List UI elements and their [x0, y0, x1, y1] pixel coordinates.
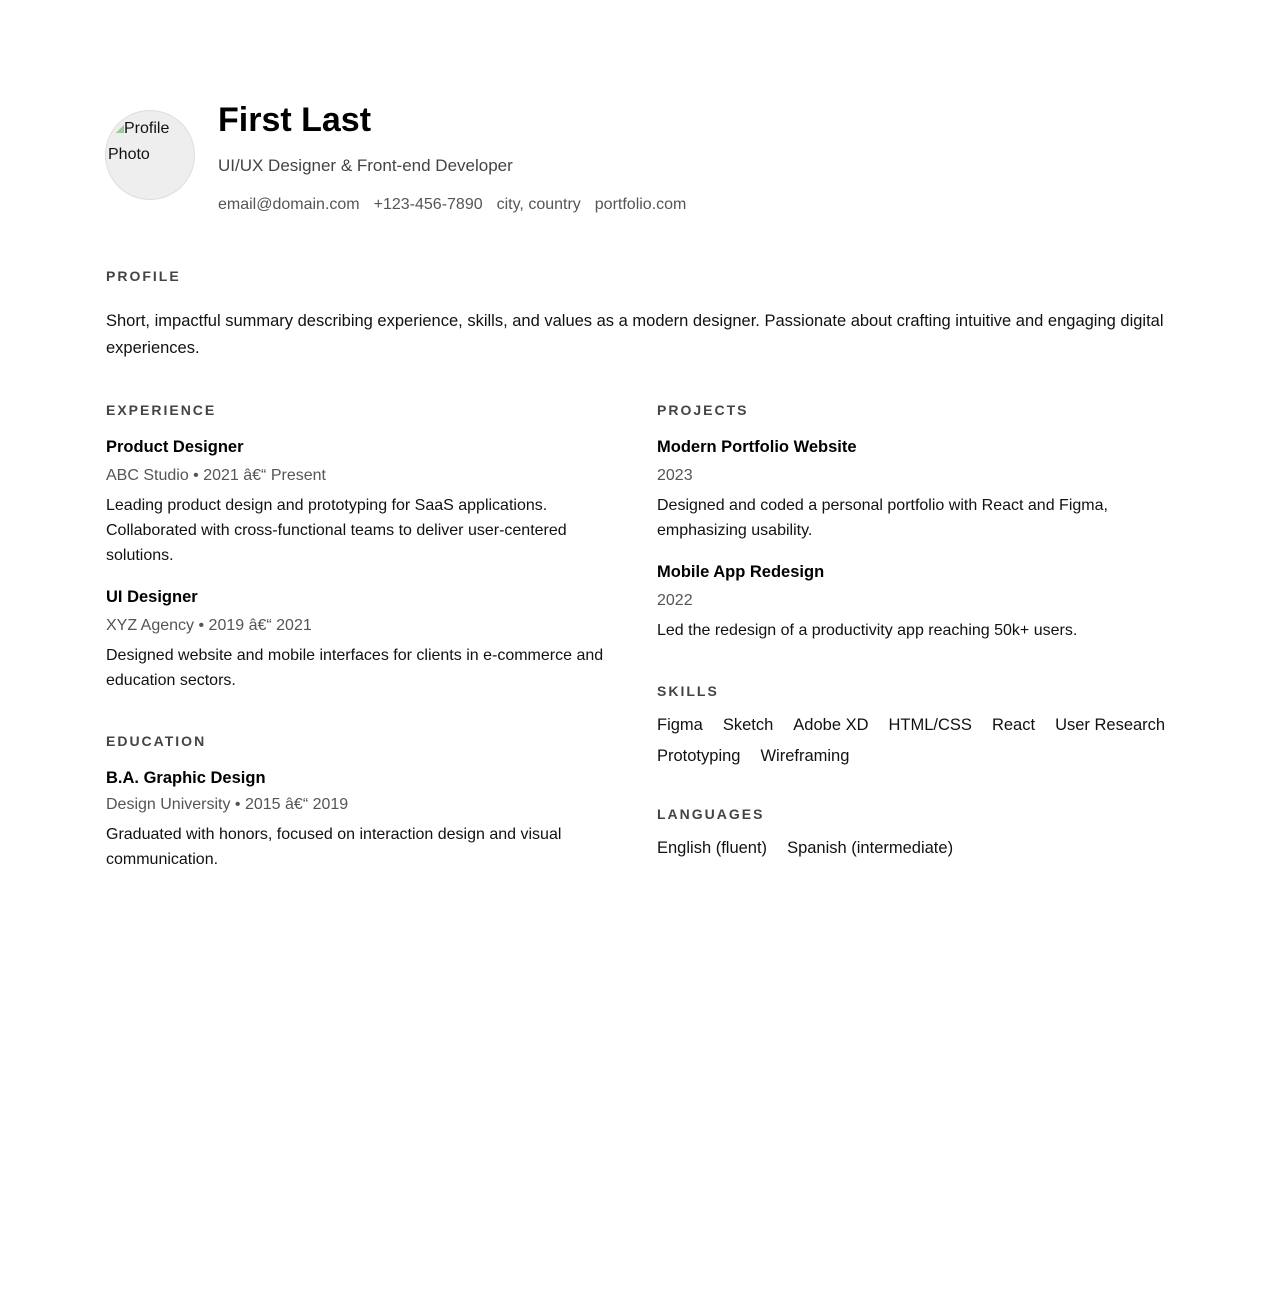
item-meta: Design University • 2015 â€“ 2019: [106, 796, 349, 813]
section-heading-experience: EXPERIENCE: [106, 402, 217, 418]
right-column: [657, 402, 1172, 872]
section-heading-skills: SKILLS: [657, 683, 719, 699]
language-tag: English (fluent): [657, 839, 768, 857]
item-desc: Led the redesign of a productivity app reaching 50k+ users.: [657, 622, 1078, 639]
item-meta: XYZ Agency • 2019 â€“ 2021: [106, 617, 312, 634]
item-desc: Designed website and mobile interfaces for clients in e-commerce and education sectors.: [106, 647, 604, 689]
profile-summary: Short, impactful summary describing experience, skills, and values as a modern designer. Passionate about crafting intuitive and engaging digital experiences.: [106, 312, 1164, 357]
item-meta: 2022: [657, 592, 693, 609]
project-item: [657, 563, 1172, 643]
section-heading-projects: PROJECTS: [657, 402, 749, 418]
resume: [106, 100, 1172, 872]
skill-tag: Figma: [657, 716, 703, 734]
job-title: UI/UX Designer & Front-end Developer: [218, 156, 513, 175]
item-title: Modern Portfolio Website: [657, 438, 857, 456]
section-heading-profile: PROFILE: [106, 268, 181, 284]
skills-list: [657, 716, 1172, 766]
skill-tag: User Research: [1055, 716, 1166, 734]
language-tag: Spanish (intermediate): [787, 839, 954, 857]
item-desc: Graduated with honors, focused on interaction design and visual communication.: [106, 826, 562, 868]
resume-header: [106, 100, 1172, 214]
item-meta: 2023: [657, 467, 693, 484]
left-column: [106, 402, 657, 872]
broken-image-icon: [116, 125, 124, 133]
item-title: UI Designer: [106, 588, 198, 606]
languages-list: [657, 839, 1172, 858]
item-meta: ABC Studio • 2021 â€“ Present: [106, 467, 326, 484]
contact-portfolio[interactable]: portfolio.com: [594, 196, 687, 213]
item-title: Product Designer: [106, 438, 244, 456]
item-desc: Designed and coded a personal portfolio with React and Figma, emphasizing usability.: [657, 497, 1108, 539]
item-title: Mobile App Redesign: [657, 563, 825, 581]
skill-tag: HTML/CSS: [888, 716, 972, 734]
experience-item: [106, 588, 657, 693]
skill-tag: Sketch: [722, 716, 774, 734]
skill-tag: Prototyping: [657, 747, 741, 765]
contact-location: city, country: [496, 196, 581, 213]
contact-phone[interactable]: +123-456-7890: [373, 196, 483, 213]
section-heading-education: EDUCATION: [106, 733, 207, 749]
contact-email[interactable]: email@domain.com: [218, 196, 360, 213]
profile-photo-alt: Profile Photo: [108, 120, 170, 163]
profile-photo: [106, 111, 194, 199]
name: First Last: [218, 101, 372, 139]
section-heading-languages: LANGUAGES: [657, 806, 765, 822]
contacts: [218, 196, 686, 214]
item-desc: Leading product design and prototyping for SaaS applications. Collaborated with cross-functional teams to deliver user-centered solutions.: [106, 497, 567, 564]
experience-item: [106, 438, 657, 568]
skill-tag: Adobe XD: [793, 716, 869, 734]
project-item: [657, 438, 1172, 543]
education-item: [106, 769, 657, 872]
item-title: B.A. Graphic Design: [106, 769, 266, 787]
skill-tag: Wireframing: [760, 747, 850, 765]
skill-tag: React: [991, 716, 1036, 734]
